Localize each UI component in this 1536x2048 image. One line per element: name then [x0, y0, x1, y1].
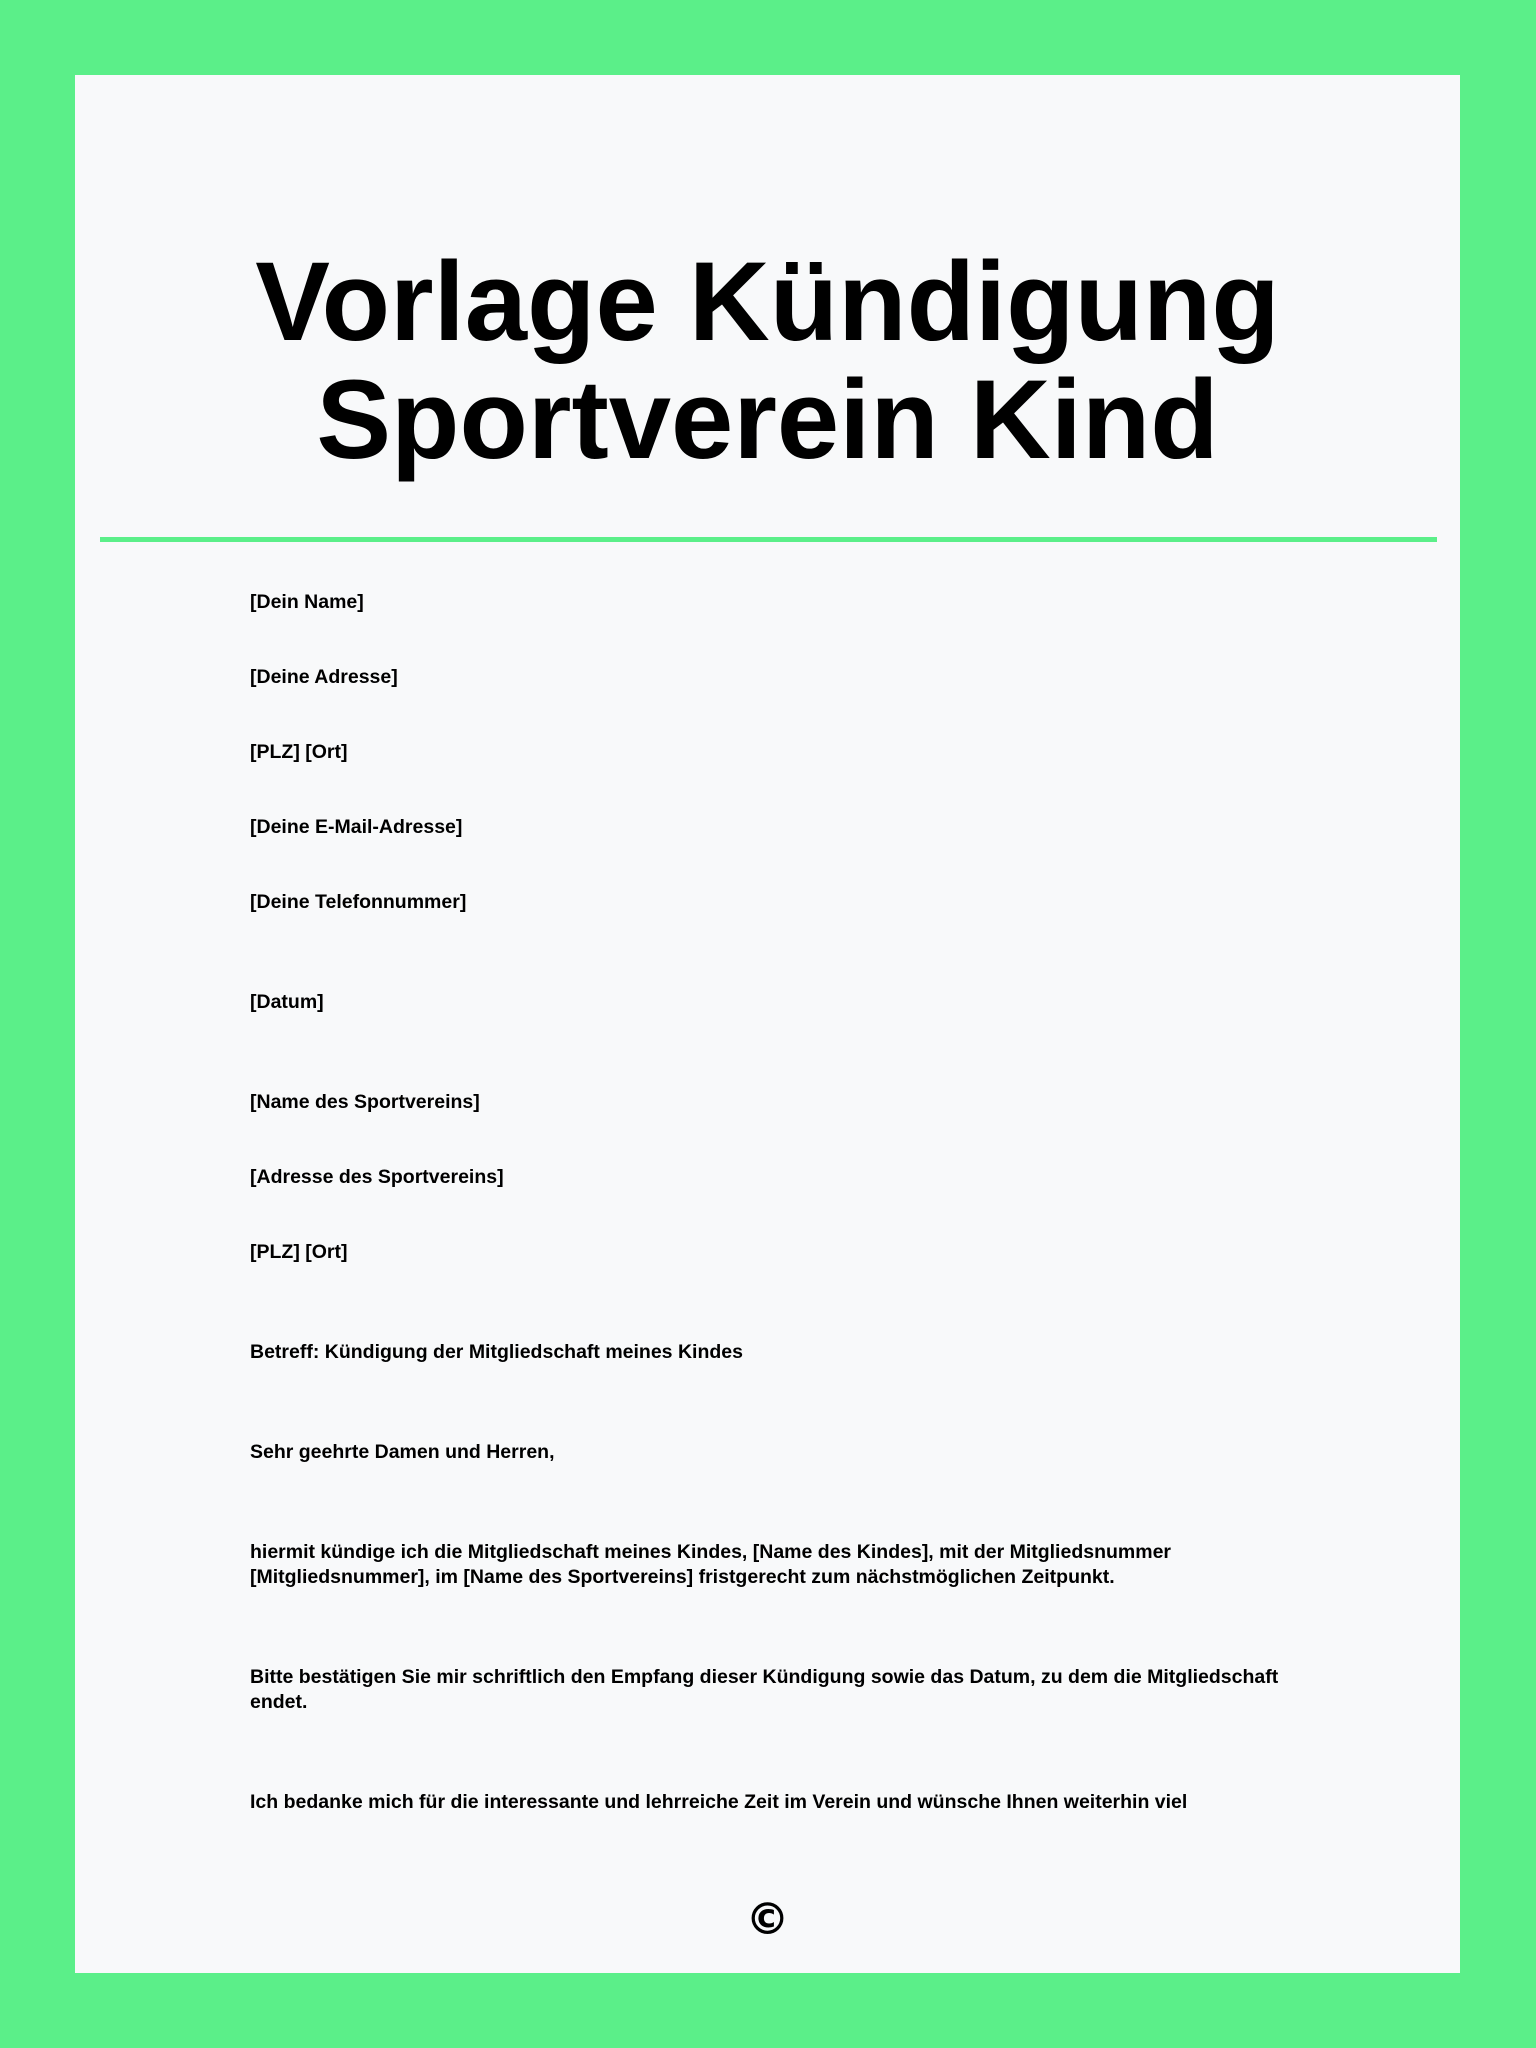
- recipient-name: [Name des Sportvereins]: [250, 1091, 480, 1113]
- sender-phone: [Deine Telefonnummer]: [250, 891, 467, 913]
- sender-email: [Deine E-Mail-Adresse]: [250, 816, 463, 838]
- recipient-zip-city: [PLZ] [Ort]: [250, 1241, 348, 1263]
- letter-date: [Datum]: [250, 991, 324, 1013]
- document-title: [75, 239, 1460, 482]
- copyright-icon: ©: [745, 1894, 790, 1945]
- letter-paragraph: hiermit kündige ich die Mitgliedschaft meines Kindes, [Name des Kindes], mit der Mitgliedsnummer [Mitgliedsnummer], im [Name des Sportvereins] fristgerecht zum nächstmöglichen Zeitpunkt.: [250, 1541, 1172, 1588]
- sender-address: [Deine Adresse]: [250, 666, 398, 688]
- document-page: [75, 75, 1460, 1973]
- title-line-1: Vorlage Kündigung: [255, 239, 1280, 364]
- sender-name: [Dein Name]: [250, 591, 364, 613]
- letter-salutation: Sehr geehrte Damen und Herren,: [250, 1441, 555, 1463]
- recipient-address: [Adresse des Sportvereins]: [250, 1166, 504, 1188]
- letter-paragraph: Ich bedanke mich für die interessante und lehrreiche Zeit im Verein und wünsche Ihnen weiterhin viel: [250, 1791, 1188, 1813]
- title-divider: [100, 537, 1437, 542]
- sender-zip-city: [PLZ] [Ort]: [250, 741, 348, 763]
- letter-subject: Betreff: Kündigung der Mitgliedschaft meines Kindes: [250, 1341, 743, 1363]
- letter-paragraph: Bitte bestätigen Sie mir schriftlich den Empfang dieser Kündigung sowie das Datum, zu dem die Mitgliedschaft endet.: [250, 1666, 1279, 1713]
- title-line-2: Sportverein Kind: [316, 357, 1219, 482]
